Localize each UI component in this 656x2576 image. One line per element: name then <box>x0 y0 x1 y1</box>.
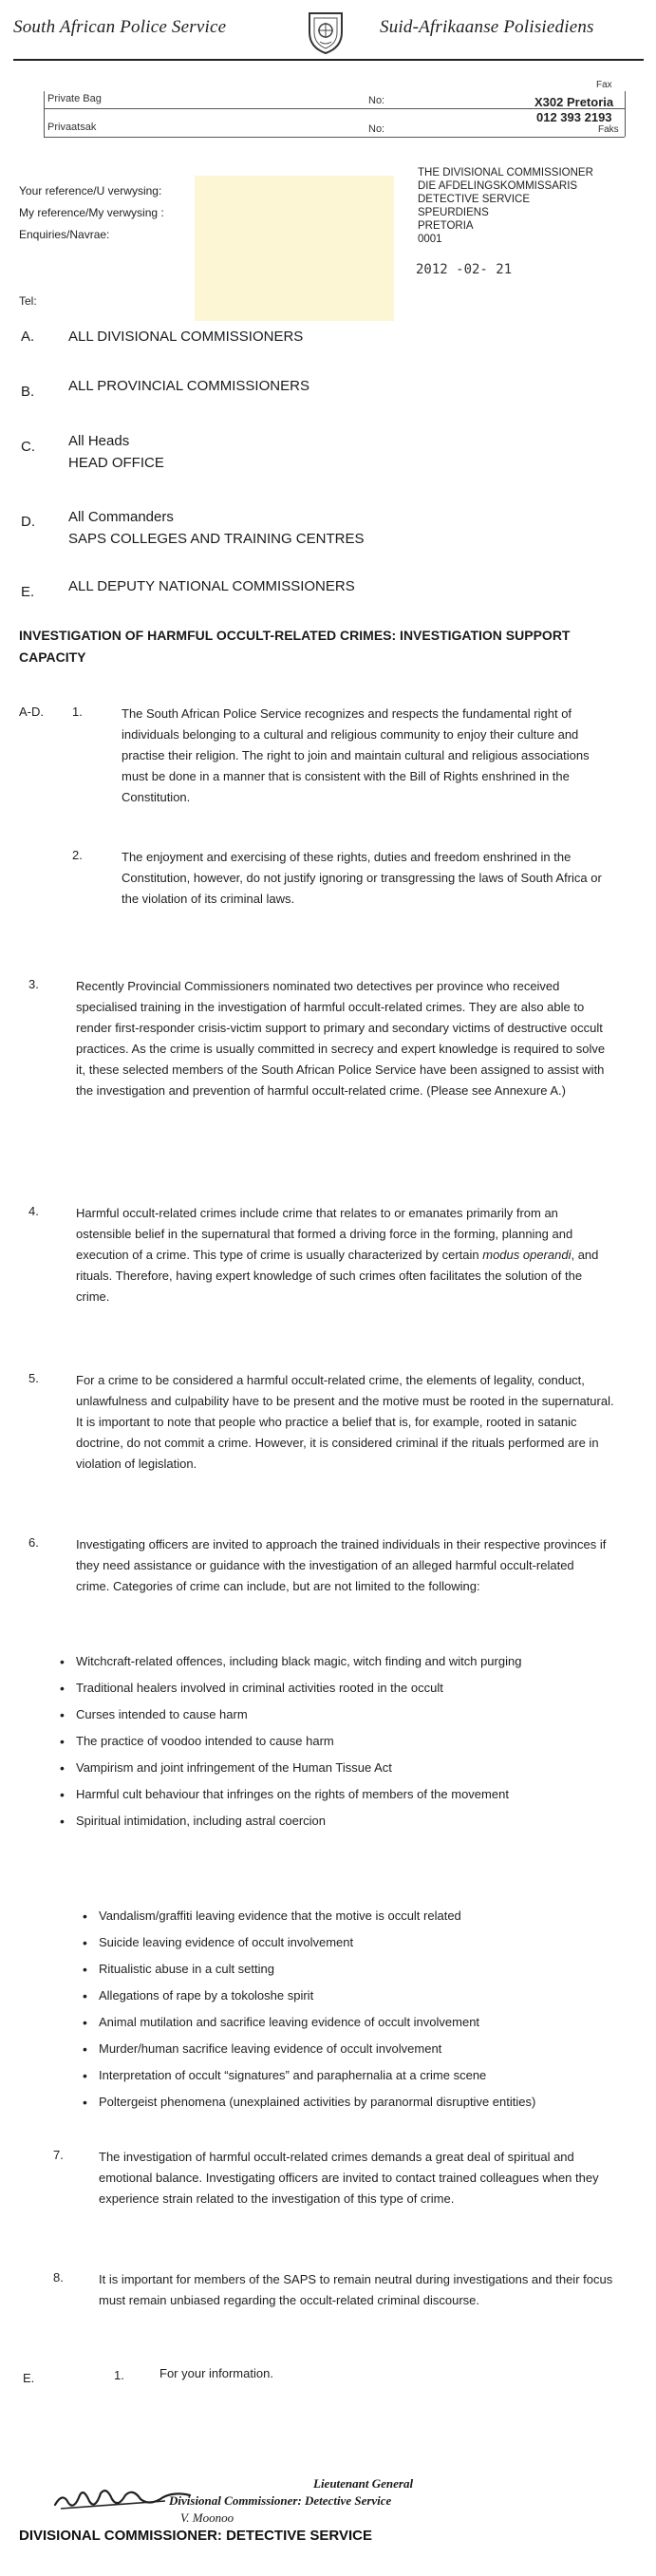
faks-label-af: Faks <box>598 124 619 135</box>
recipient-c-line2: HEAD OFFICE <box>68 455 164 471</box>
no-label-1: No: <box>368 95 385 106</box>
paragraph-1: The South African Police Service recognizes and respects the fundamental right of individuals belonging to a cultural and religious community to enjoy their culture and practise their religion. The right to join and maintain cultural and religious associations must be done in a manner that is consistent with the Bill of Rights enshrined in the Constitution. <box>122 706 590 804</box>
crime-category-item: • Witchcraft-related offences, including black magic, witch finding and witch purging <box>76 1648 608 1675</box>
tel-label: Tel: <box>19 294 37 308</box>
crime-category-list-2 <box>99 1903 630 2115</box>
paragraph-number: 5. <box>28 1371 39 1385</box>
paragraph-number: 6. <box>28 1535 39 1550</box>
date-stamp: 2012 -02- 21 <box>416 262 513 277</box>
signatory-name: V. Moonoo <box>180 2510 234 2525</box>
paragraph-number: 1. <box>72 705 83 719</box>
recipient-a: ALL DIVISIONAL COMMISSIONERS <box>68 329 304 345</box>
paragraph-number: 2. <box>72 848 83 862</box>
signatory-title: Divisional Commissioner: Detective Service <box>169 2493 392 2508</box>
section-label-e: E. <box>23 2371 35 2385</box>
paragraph-7: The investigation of harmful occult-related crimes demands a great deal of spiritual and emotional balance. Investigating officers are invited to contact trained colleagues when they experience strain related to the investigation of this type of crime. <box>99 2150 599 2206</box>
paragraph-4 <box>76 1203 617 1307</box>
recipient-e: ALL DEPUTY NATIONAL COMMISSIONERS <box>68 578 355 594</box>
org-name-afrikaans: Suid-Afrikaanse Polisiediens <box>380 17 594 37</box>
no-label-2: No: <box>368 123 385 135</box>
private-bag-label: Private Bag <box>47 93 102 104</box>
crime-category-item: • Suicide leaving evidence of occult involvement <box>99 1929 630 1956</box>
enquiries-redacted <box>195 221 394 321</box>
crime-category-item: • Interpretation of occult “signatures” and paraphernalia at a crime scene <box>99 2062 630 2089</box>
your-reference-label: Your reference/U verwysing: <box>19 184 162 197</box>
crime-category-item: • Harmful cult behaviour that infringes on the rights of members of the movement <box>76 1781 608 1808</box>
paragraph-number: 8. <box>53 2270 64 2285</box>
header-box-line-2 <box>44 137 625 138</box>
paragraph-6: Investigating officers are invited to approach the trained individuals in their respective provinces if they need assistance or guidance with the investigation of an alleged harmful occult-related crime. Categories of crime can include, but are not limited to the following: <box>76 1537 607 1593</box>
crime-category-item: • Curses intended to cause harm <box>76 1702 608 1728</box>
address-line: SPEURDIENS <box>418 207 489 218</box>
my-reference-label: My reference/My verwysing : <box>19 206 164 219</box>
subject-heading: INVESTIGATION OF HARMFUL OCCULT-RELATED CRIMES: INVESTIGATION SUPPORT CAPACITY <box>19 628 571 665</box>
signature-footer: DIVISIONAL COMMISSIONER: DETECTIVE SERVICE <box>19 2528 372 2544</box>
crime-category-item: • Vampirism and joint infringement of the Human Tissue Act <box>76 1755 608 1781</box>
recipient-d-line2: SAPS COLLEGES AND TRAINING CENTRES <box>68 531 365 547</box>
recipient-d-line1: All Commanders <box>68 509 174 525</box>
paragraph-2: The enjoyment and exercising of these rights, duties and freedom enshrined in the Constitution, however, do not justify ignoring or transgressing the laws of South Africa or the violation of its criminal laws. <box>122 850 602 906</box>
address-line: DETECTIVE SERVICE <box>418 194 531 205</box>
saps-crest-icon <box>304 9 347 55</box>
address-line: PRETORIA <box>418 220 474 232</box>
paragraph-number: 3. <box>28 977 39 991</box>
bag-value: X302 Pretoria <box>534 95 614 109</box>
paragraph-number: 4. <box>28 1204 39 1218</box>
paragraph-number: 7. <box>53 2148 64 2162</box>
crime-category-item: • Vandalism/graffiti leaving evidence that the motive is occult related <box>99 1903 630 1929</box>
private-bag-label-af: Privaatsak <box>47 122 97 133</box>
recipient-letter-c: C. <box>21 439 35 455</box>
recipient-letter-d: D. <box>21 514 35 530</box>
paragraph-e1: For your information. <box>159 2366 273 2380</box>
your-reference-redacted <box>195 176 394 221</box>
recipient-b: ALL PROVINCIAL COMMISSIONERS <box>68 378 309 394</box>
org-name-english: South African Police Service <box>13 17 227 37</box>
section-label-ad: A-D. <box>19 705 44 719</box>
signatory-rank: Lieutenant General <box>313 2476 414 2491</box>
paragraph-number: 1. <box>114 2368 124 2382</box>
header-box-right-edge <box>625 91 626 137</box>
paragraph-5: For a crime to be considered a harmful occult-related crime, the elements of legality, conduct, unlawfulness and culpability have to be present and the motive must be rooted in the supernatural. It is important to note that people who practice a belief that is, for example, rooted in satanic doctrine, do not commit a crime. However, it is considered criminal if the rituals performed are in violation of legislation. <box>76 1373 614 1471</box>
address-line: THE DIVISIONAL COMMISSIONER <box>418 167 593 179</box>
address-line: 0001 <box>418 234 442 245</box>
crime-category-item: • Ritualistic abuse in a cult setting <box>99 1956 630 1983</box>
crime-category-item: • Animal mutilation and sacrifice leaving evidence of occult involvement <box>99 2009 630 2036</box>
paragraph-3: Recently Provincial Commissioners nominated two detectives per province who received specialised training in the investigation of harmful occult-related crimes. They are also able to render first-responder crisis-victim support to primary and secondary victims of destructive occult practices. As the crime is usually committed in secrecy and expert knowledge is required to solve it, these selected members of the South African Police Service have been assigned to assist with the investigation and prevention of harmful occult-related crime. (Please see Annexure A.) <box>76 979 606 1098</box>
paragraph-4-text-a: Harmful occult-related crimes include crime that relates to or emanates primarily from an ostensible belief in the supernatural that formed a driving force in the forming, planning and execution of a crime. This type of crime is usually characterized by certain <box>76 1206 573 1262</box>
crime-category-list-1 <box>76 1648 608 1834</box>
recipient-c-line1: All Heads <box>68 433 130 449</box>
fax-value: 012 393 2193 <box>536 110 612 124</box>
paragraph-4-emphasis: modus operandi <box>482 1248 572 1262</box>
fax-label: Fax <box>596 80 612 90</box>
recipient-letter-b: B. <box>21 384 35 400</box>
header-rule <box>13 59 644 61</box>
header-box-left-edge <box>44 91 45 137</box>
crime-category-item: • Murder/human sacrifice leaving evidence of occult involvement <box>99 2036 630 2062</box>
crime-category-item: • Spiritual intimidation, including astral coercion <box>76 1808 608 1834</box>
crime-category-item: • The practice of voodoo intended to cause harm <box>76 1728 608 1755</box>
enquiries-label: Enquiries/Navrae: <box>19 228 110 241</box>
crime-category-item: • Traditional healers involved in criminal activities rooted in the occult <box>76 1675 608 1702</box>
address-block <box>418 166 593 246</box>
recipient-letter-e: E. <box>21 584 35 600</box>
paragraph-4-text-b: , and rituals. Therefore, having expert knowledge of such crimes often facilitates the solution of the crime. <box>76 1248 599 1304</box>
crime-category-item: • Allegations of rape by a tokoloshe spirit <box>99 1983 630 2009</box>
recipient-letter-a: A. <box>21 329 35 345</box>
crime-category-item: • Poltergeist phenomena (unexplained activities by paranormal disruptive entities) <box>99 2089 630 2115</box>
paragraph-8: It is important for members of the SAPS to remain neutral during investigations and their focus must remain unbiased regarding the occult-related criminal discourse. <box>99 2272 613 2307</box>
address-line: DIE AFDELINGSKOMMISSARIS <box>418 180 578 192</box>
